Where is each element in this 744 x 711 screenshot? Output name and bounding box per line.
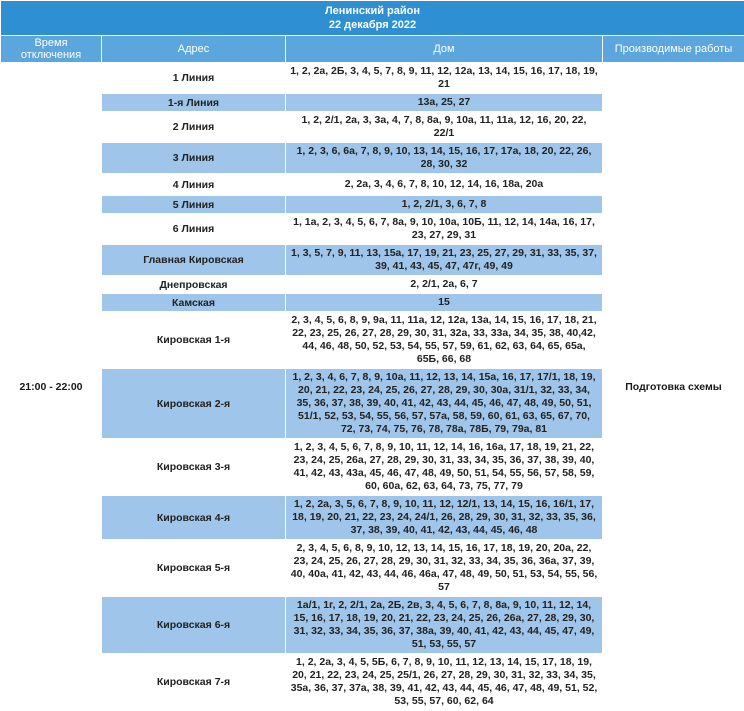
table-row — [1, 63, 744, 94]
street-cell: 3 Линия — [102, 143, 286, 174]
street-cell: Кировская 6-я — [102, 597, 286, 654]
district-title: Ленинский район — [5, 4, 740, 18]
houses-cell: 15 — [286, 294, 603, 312]
houses-cell: 1, 3, 5, 7, 9, 11, 13, 15а, 17, 19, 21, 23, 25, 27, 29, 31, 33, 35, 37, 39, 41, 43, 45, 47, 47г, 49, 49 — [286, 245, 603, 276]
houses-cell: 2, 3, 4, 5, 6, 8, 9, 9а, 11, 11а, 12, 12а, 13а, 14, 15, 16, 17, 18, 21, 22, 23, 25, 26, 27, 28, 29, 30, 31, 32а, 33, 33а, 34, 35, 38, 40,42, 44, 46, 48, 50, 52, 53, 54, 55, 57, 59, 61, 62, 63, 64, 65, 65а, 65Б, 66, 68 — [286, 312, 603, 369]
street-cell: Кировская 3-я — [102, 439, 286, 496]
houses-cell: 1, 2, 3, 4, 5, 6, 7, 8, 9, 10, 11, 12, 14, 16, 16а, 17, 18, 19, 21, 22, 23, 24, 25, 26а, 27, 28, 29, 30, 31, 33, 34, 35, 36, 37, 38, 39, 40, 41, 42, 43, 43а, 45, 46, 47, 48, 49, 50, 51, 54, 55, 56, 57, 58, 59, 60, 60а, 62, 63, 64, 73, 75, 77, 79 — [286, 439, 603, 496]
houses-cell: 1, 2, 2а, 3, 4, 5, 5Б, 6, 7, 8, 9, 10, 11, 12, 13, 14, 15, 17, 18, 19, 20, 21, 22, 23, 24, 25, 25/1, 26, 27, 28, 29, 30, 31, 32, 33, 34, 35, 35а, 36, 37, 37а, 38, 39, 41, 42, 43, 44, 45, 46, 47, 48, 49, 51, 52, 53, 55, 57, 60, 62, 64 — [286, 654, 603, 711]
street-cell: 5 Линия — [102, 196, 286, 214]
street-cell: Кировская 4-я — [102, 496, 286, 540]
houses-cell: 13а, 25, 27 — [286, 94, 603, 112]
houses-cell: 1а/1, 1г, 2, 2/1, 2а, 2Б, 2в, 3, 4, 5, 6, 7, 8, 8а, 9, 10, 11, 12, 14, 15, 16, 17, 18, 19, 20, 21, 22, 23, 24, 25, 26, 26а, 27, 28, 29, 30, 31, 32, 33, 34, 35, 36, 37, 38а, 39, 40, 41, 42, 43, 44, 45, 47, 49, 51, 53, 55, 57 — [286, 597, 603, 654]
column-header-address: Адрес — [102, 36, 286, 63]
street-cell: Главная Кировская — [102, 245, 286, 276]
houses-cell: 1, 2, 2/1, 3, 6, 7, 8 — [286, 196, 603, 214]
street-cell: 1-я Линия — [102, 94, 286, 112]
street-cell: 6 Линия — [102, 214, 286, 245]
street-cell: Кировская 7-я — [102, 654, 286, 711]
street-cell: Днепровская — [102, 276, 286, 294]
street-cell: Камская — [102, 294, 286, 312]
houses-cell: 1, 2, 3, 6, 6а, 7, 8, 9, 10, 13, 14, 15, 16, 17, 17а, 18, 20, 22, 26, 28, 30, 32 — [286, 143, 603, 174]
street-cell: Кировская 2-я — [102, 369, 286, 439]
street-cell: 1 Линия — [102, 63, 286, 94]
outage-time: 21:00 - 22:00 — [1, 63, 102, 711]
column-header-works: Производимые работы — [603, 36, 744, 63]
date-title: 22 декабря 2022 — [5, 18, 740, 32]
houses-cell: 1, 2, 3, 4, 6, 7, 8, 9, 10а, 11, 12, 13, 14, 15а, 16, 17, 17/1, 18, 19, 20, 21, 22, 23, 24, 25, 26, 27, 28, 29, 30, 30а, 31/1, 32, 33, 34, 35, 36, 37, 38, 39, 40, 41, 42, 43, 44, 45, 46, 47, 48, 49, 50, 51, 51/1, 52, 53, 54, 55, 56, 57, 57а, 58, 59, 60, 61, 63, 65, 67, 70, 72, 73, 74, 75, 76, 78, 78а, 78Б, 79, 79а, 81 — [286, 369, 603, 439]
column-header-house: Дом — [286, 36, 603, 63]
street-cell: 2 Линия — [102, 112, 286, 143]
table-caption — [1, 1, 744, 36]
street-cell: Кировская 5-я — [102, 540, 286, 597]
houses-cell: 2, 3, 4, 5, 6, 8, 9, 10, 12, 13, 14, 15, 16, 17, 18, 19, 20, 20а, 22, 23, 24, 25, 26, 27, 28, 29, 30, 31, 32, 33, 34, 35, 36, 36а, 37, 39, 40, 40а, 41, 42, 43, 44, 46, 46а, 47, 48, 49, 50, 51, 53, 54, 55, 56, 57 — [286, 540, 603, 597]
houses-cell: 1, 2, 2а, 3, 5, 6, 7, 8, 9, 10, 11, 12, 12/1, 13, 14, 15, 16, 16/1, 17, 18, 19, 20, 21, 22, 23, 24, 24/1, 26, 28, 29, 30, 31, 32, 33, 35, 36, 37, 38, 39, 40, 41, 42, 43, 44, 45, 46, 48 — [286, 496, 603, 540]
street-cell: 4 Линия — [102, 174, 286, 196]
houses-cell: 1, 2, 2а, 2Б, 3, 4, 5, 7, 8, 9, 11, 12, 12а, 13, 14, 15, 16, 17, 18, 19, 21 — [286, 63, 603, 94]
street-cell: Кировская 1-я — [102, 312, 286, 369]
works-description: Подготовка схемы — [603, 63, 744, 711]
column-header-time: Время отключения — [1, 36, 102, 63]
houses-cell: 1, 1а, 2, 3, 4, 5, 6, 7, 8а, 9, 10, 10а, 10Б, 11, 12, 14, 14а, 16, 17, 23, 27, 29, 31 — [286, 214, 603, 245]
houses-cell: 2, 2а, 3, 4, 6, 7, 8, 10, 12, 14, 16, 18а, 20а — [286, 174, 603, 196]
houses-cell: 1, 2, 2/1, 2а, 3, 3а, 4, 7, 8, 8а, 9, 10а, 11, 11а, 12, 16, 20, 22, 22/1 — [286, 112, 603, 143]
houses-cell: 2, 2/1, 2а, 6, 7 — [286, 276, 603, 294]
